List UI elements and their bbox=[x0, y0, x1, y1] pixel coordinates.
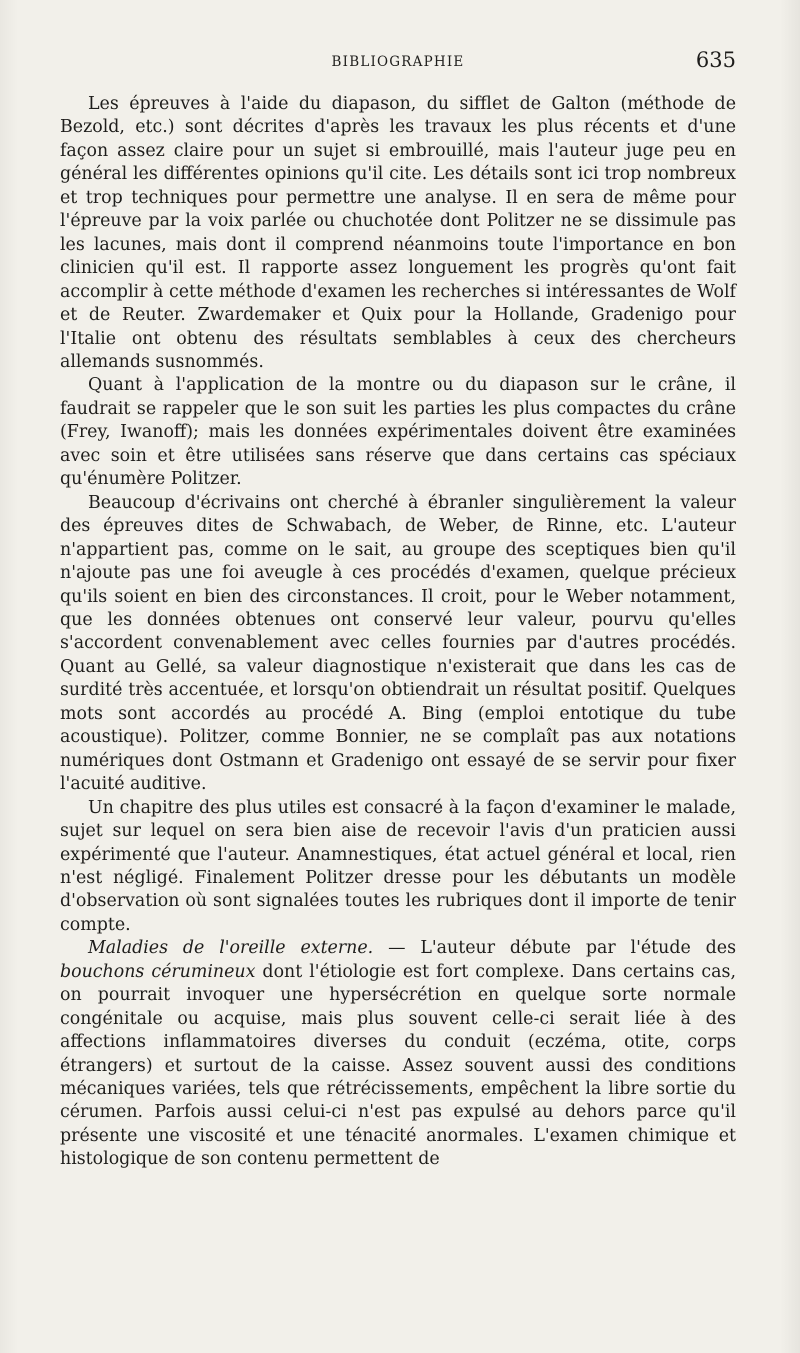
paragraph-diapason: Les épreuves à l'aide du diapason, du sifflet de Galton (méthode de Bezold, etc.) sont décrites d'après les travaux les plus récents et d'une façon assez claire pour un sujet si embrouillé, mais l'auteur juge peu en général les différentes opinions qu'il cite. Les détails sont ici trop nombreux et trop techniques pour permettre une analyse. Il en sera de même pour l'épreuve par la voix parlée ou chuchotée dont Politzer ne se dissimule pas les lacunes, mais dont il comprend néanmoins toute l'importance en bon clinicien qu'il est. Il rapporte assez longuement les progrès qu'ont fait accomplir à cette méthode d'examen les recherches si intéressantes de Wolf et de Reuter. Zwardemaker et Quix pour la Hollande, Gradenigo pour l'Italie ont obtenu des résultats semblables à ceux des chercheurs allemands susnommés. bbox=[60, 94, 736, 372]
page-header bbox=[60, 46, 736, 76]
paragraph-epreuves: Beaucoup d'écrivains ont cherché à ébranler singulièrement la valeur des épreuves dites de Schwabach, de Weber, de Rinne, etc. L'auteur n'appartient pas, comme on le sait, au groupe des sceptiques bien qu'il n'ajoute pas une foi aveugle à ces procédés d'examen, quelque précieux qu'ils soient en bien des circonstances. Il croit, pour le Weber notamment, que les données obtenues ont conservé leur valeur, pourvu qu'elles s'accordent convenablement avec celles fournies par d'autres procédés. Quant au Gellé, sa valeur diagnostique n'existerait que dans les cas de surdité très accentuée, et lorsqu'on obtiendrait un résultat positif. Quelques mots sont accordés au procédé A. Bing (emploi entotique du tube acoustique). Politzer, comme Bonnier, ne se complaît pas aux notations numériques dont Ostmann et Gradenigo ont essayé de se servir pour fixer l'acuité auditive. bbox=[60, 492, 736, 795]
term-italic: bouchons cérumineux bbox=[60, 961, 256, 982]
paragraph-montre: Quant à l'application de la montre ou du diapason sur le crâne, il faudrait se rappeler que le son suit les parties les plus compactes du crâne (Frey, Iwanoff); mais les données expérimentales doivent être examinées avec soin et être utilisées sans réserve que dans certains cas spéciaux qu'énumère Politzer. bbox=[60, 375, 736, 490]
paragraph-examen-malade: Un chapitre des plus utiles est consacré à la façon d'examiner le malade, sujet sur lequel on sera bien aise de recevoir l'avis d'un praticien aussi expérimenté que l'auteur. Anamnestiques, état actuel général et local, rien n'est négligé. Finalement Politzer dresse pour les débutants un modèle d'observation où sont signalées toutes les rubriques dont il importe de tenir compte. bbox=[60, 797, 736, 935]
paragraph-oreille-externe bbox=[60, 937, 736, 1172]
section-intro-text: — L'auteur débute par l'étude des bbox=[373, 938, 736, 959]
section-body-text: dont l'étiologie est fort complexe. Dans certains cas, on pourrait invoquer une hypersécrétion en quelque sorte normale congénitale ou acquise, mais plus souvent celle-ci serait liée à des affections inflammatoires diverses du conduit (eczéma, otite, corps étrangers) et surtout de la caisse. Assez souvent aussi des conditions mécaniques variées, tels que rétrécissements, empêchent la libre sortie du cérumen. Parfois aussi celui-ci n'est pas expulsé au dehors parce qu'il présente une viscosité et une ténacité anormales. L'examen chimique et histologique de son contenu permettent de bbox=[60, 961, 736, 1170]
running-title: BIBLIOGRAPHIE bbox=[331, 54, 465, 70]
section-title-italic: Maladies de l'oreille externe. bbox=[88, 938, 374, 959]
body-text bbox=[60, 93, 736, 1172]
page-number: 635 bbox=[695, 48, 736, 72]
